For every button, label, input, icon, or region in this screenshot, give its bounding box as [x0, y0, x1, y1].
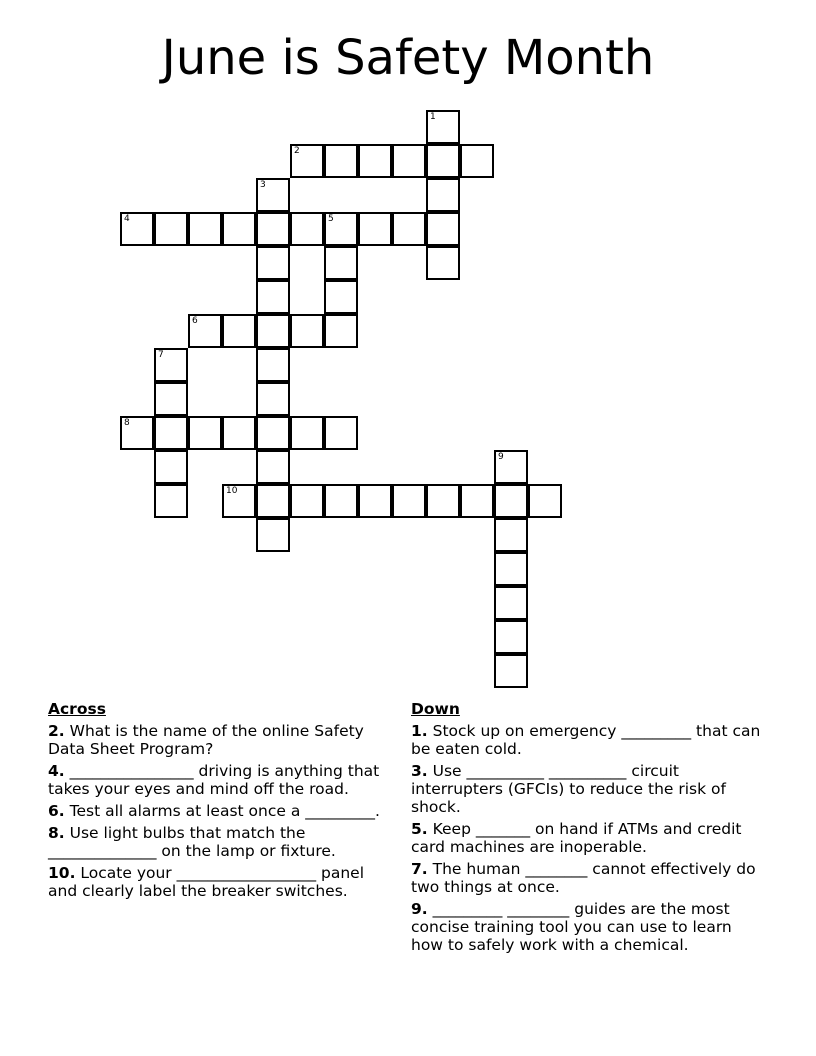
grid-cell[interactable] — [256, 246, 290, 280]
across-clue-2: 2. What is the name of the online Safety Data Sheet Program? — [48, 722, 364, 758]
grid-cell[interactable] — [426, 246, 460, 280]
grid-cell[interactable] — [256, 416, 290, 450]
across-heading: Across — [48, 700, 106, 718]
grid-cell[interactable] — [256, 518, 290, 552]
clue-number: 3 — [260, 180, 266, 190]
grid-cell[interactable] — [222, 484, 256, 518]
grid-cell[interactable] — [494, 552, 528, 586]
grid-cell[interactable] — [324, 144, 358, 178]
grid-cell[interactable] — [154, 416, 188, 450]
down-heading: Down — [411, 700, 460, 718]
grid-cell[interactable] — [256, 314, 290, 348]
grid-cell[interactable] — [290, 314, 324, 348]
grid-cell[interactable] — [290, 144, 324, 178]
across-clue-4: 4. ________________ driving is anything that takes your eyes and mind off the road. — [48, 762, 380, 798]
grid-cell[interactable] — [154, 450, 188, 484]
grid-cell[interactable] — [222, 314, 256, 348]
grid-cell[interactable] — [324, 246, 358, 280]
down-clue-7: 7. The human ________ cannot effectively do two things at once. — [411, 860, 756, 896]
down-clue-1: 1. Stock up on emergency _________ that can be eaten cold. — [411, 722, 761, 758]
page-title: June is Safety Month — [161, 30, 655, 86]
grid-cell[interactable] — [494, 518, 528, 552]
down-clues — [411, 700, 761, 958]
grid-cell[interactable] — [494, 484, 528, 518]
clue-number: 4 — [124, 214, 130, 224]
grid-cell[interactable] — [256, 348, 290, 382]
grid-cell[interactable] — [188, 212, 222, 246]
grid-cell[interactable] — [324, 314, 358, 348]
grid-cell[interactable] — [324, 280, 358, 314]
grid-cell[interactable] — [256, 280, 290, 314]
grid-cell[interactable] — [426, 144, 460, 178]
grid-cell[interactable] — [426, 484, 460, 518]
across-clue-10: 10. Locate your __________________ panel and clearly label the breaker switches. — [48, 864, 365, 900]
grid-cell[interactable] — [494, 654, 528, 688]
grid-cell[interactable] — [460, 144, 494, 178]
clue-number: 9 — [498, 452, 504, 462]
grid-cell[interactable] — [392, 212, 426, 246]
grid-cell[interactable] — [290, 484, 324, 518]
across-clue-6: 6. Test all alarms at least once a _________. — [48, 802, 380, 820]
down-clue-5: 5. Keep _______ on hand if ATMs and credit card machines are inoperable. — [411, 820, 742, 856]
grid-cell[interactable] — [358, 484, 392, 518]
grid-cell[interactable] — [222, 212, 256, 246]
grid-cell[interactable] — [426, 178, 460, 212]
grid-cell[interactable] — [494, 620, 528, 654]
clue-number: 5 — [328, 214, 334, 224]
grid-cell[interactable] — [154, 484, 188, 518]
grid-cell[interactable] — [154, 348, 188, 382]
grid-cell[interactable] — [528, 484, 562, 518]
grid-cell[interactable] — [290, 416, 324, 450]
grid-cell[interactable] — [290, 212, 324, 246]
grid-cell[interactable] — [256, 484, 290, 518]
grid-cell[interactable] — [154, 382, 188, 416]
across-clues — [48, 700, 398, 904]
grid-cell[interactable] — [256, 212, 290, 246]
grid-cell[interactable] — [494, 450, 528, 484]
grid-cell[interactable] — [188, 416, 222, 450]
grid-cell[interactable] — [256, 178, 290, 212]
grid-cell[interactable] — [154, 212, 188, 246]
grid-cell[interactable] — [324, 484, 358, 518]
grid-cell[interactable] — [120, 416, 154, 450]
grid-cell[interactable] — [392, 144, 426, 178]
grid-cell[interactable] — [324, 416, 358, 450]
down-clue-9: 9. _________ ________ guides are the most concise training tool you can use to learn how to safely work with a chemical. — [411, 900, 732, 954]
clue-number: 2 — [294, 146, 300, 156]
clue-number: 10 — [226, 486, 238, 496]
grid-cell[interactable] — [358, 212, 392, 246]
clue-number: 1 — [430, 112, 436, 122]
down-clue-3: 3. Use __________ __________ circuit interrupters (GFCIs) to reduce the risk of shock. — [411, 762, 726, 816]
grid-cell[interactable] — [188, 314, 222, 348]
grid-cell[interactable] — [256, 450, 290, 484]
across-clue-8: 8. Use light bulbs that match the ______________ on the lamp or fixture. — [48, 824, 336, 860]
grid-cell[interactable] — [392, 484, 426, 518]
clue-number: 8 — [124, 418, 130, 428]
grid-cell[interactable] — [358, 144, 392, 178]
grid-cell[interactable] — [426, 110, 460, 144]
clue-number: 7 — [158, 350, 164, 360]
grid-cell[interactable] — [120, 212, 154, 246]
grid-cell[interactable] — [256, 382, 290, 416]
grid-cell[interactable] — [426, 212, 460, 246]
grid-cell[interactable] — [494, 586, 528, 620]
clue-number: 6 — [192, 316, 198, 326]
grid-cell[interactable] — [460, 484, 494, 518]
grid-cell[interactable] — [324, 212, 358, 246]
grid-cell[interactable] — [222, 416, 256, 450]
